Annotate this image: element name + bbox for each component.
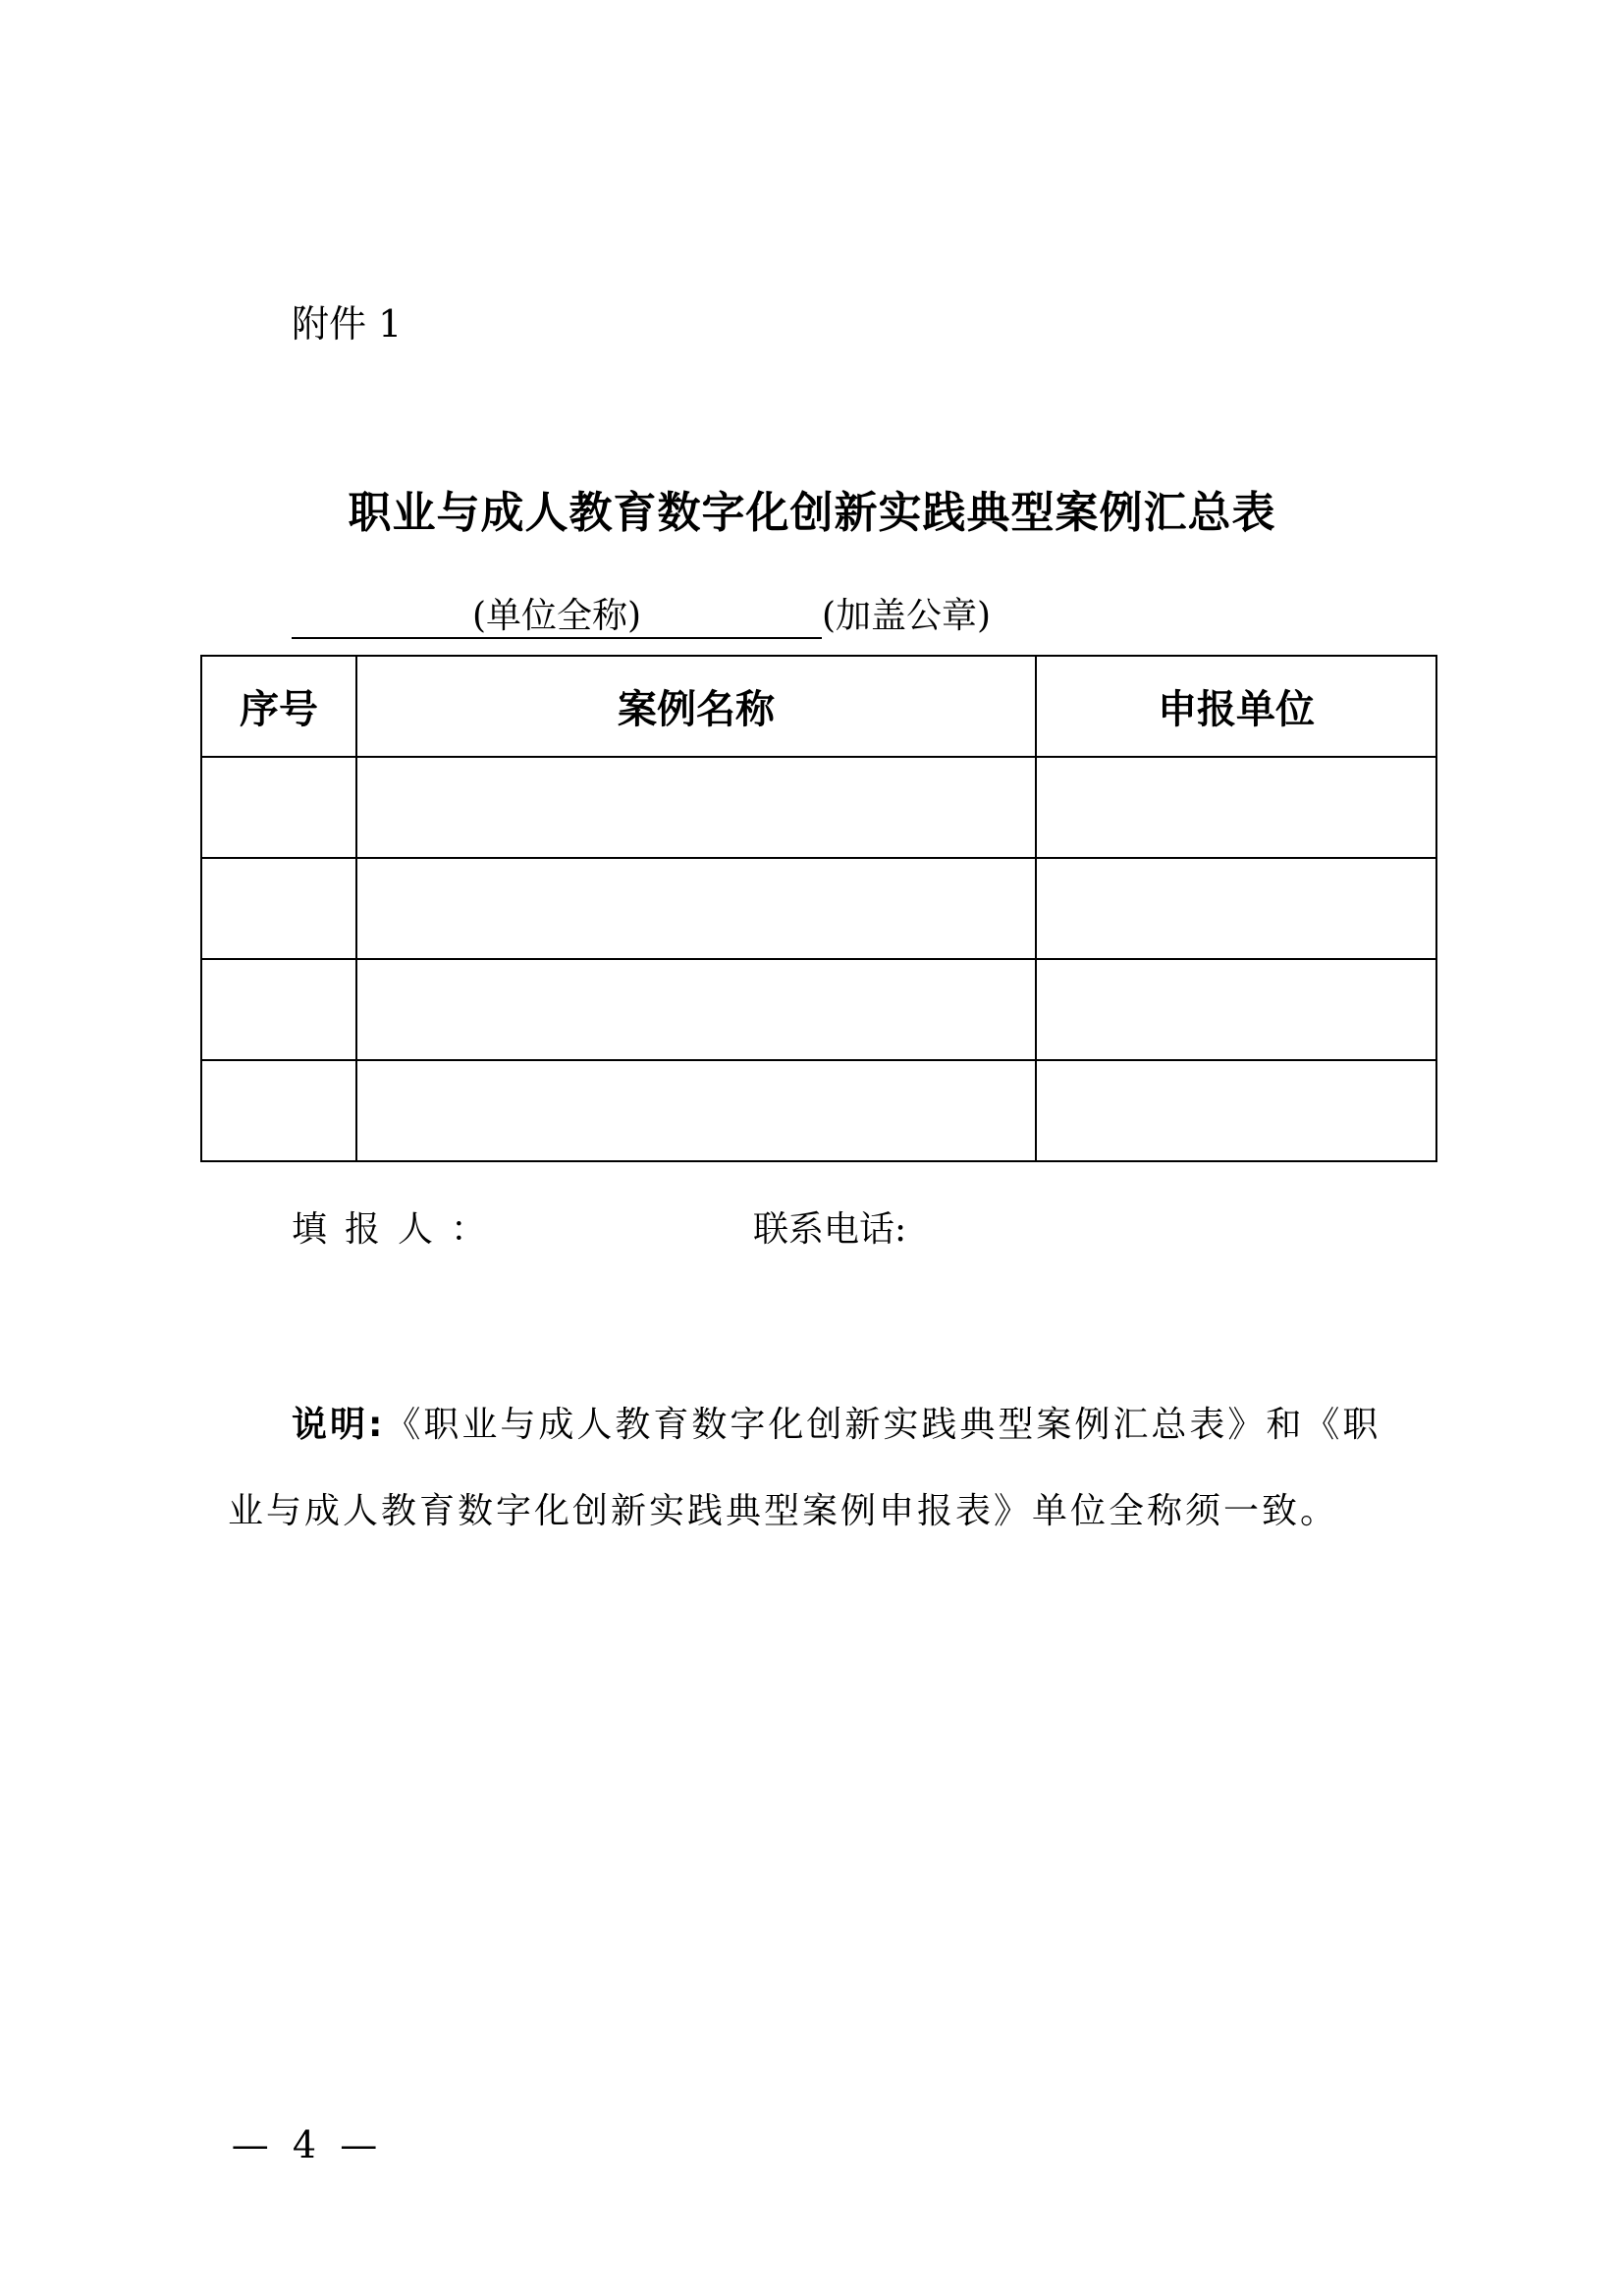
unit-name-blank [292,592,822,639]
unit-name-hint: (单位全称) [471,596,642,636]
note-label: 说明: [292,1405,386,1445]
table-cell-applicant-unit [1036,858,1436,959]
attachment-label: 附件 1 [292,302,403,346]
header-applicant-unit: 申报单位 [1036,656,1436,757]
table-row [201,858,1436,959]
table-cell-case-name [356,757,1036,858]
table-cell-case-name [356,858,1036,959]
contact-phone-label: 联系电话: [753,1209,907,1250]
unit-name-line [292,592,991,641]
note-paragraph [228,1382,1416,1555]
page-number: — 4 — [231,2123,378,2166]
table-cell-index [201,959,356,1060]
case-summary-table [200,655,1437,1162]
table-cell-applicant-unit [1036,757,1436,858]
table-cell-applicant-unit [1036,959,1436,1060]
table-header-row [201,656,1436,757]
table-row [201,1060,1436,1161]
filler-person-label: 填报人： [292,1209,505,1250]
table-row [201,959,1436,1060]
table-cell-index [201,858,356,959]
table-cell-case-name [356,959,1036,1060]
table-cell-index [201,1060,356,1161]
table-row [201,757,1436,858]
document-title: 职业与成人教育数字化创新实践典型案例汇总表 [348,488,1276,538]
header-index: 序号 [201,656,356,757]
table-cell-applicant-unit [1036,1060,1436,1161]
table-cell-index [201,757,356,858]
note-text: 《职业与成人教育数字化创新实践典型案例汇总表》和《职业与成人教育数字化创新实践典型案例申报表》单位全称须一致。 [228,1405,1381,1531]
table-cell-case-name [356,1060,1036,1161]
header-case-name: 案例名称 [356,656,1036,757]
seal-hint: (加盖公章) [822,596,992,636]
